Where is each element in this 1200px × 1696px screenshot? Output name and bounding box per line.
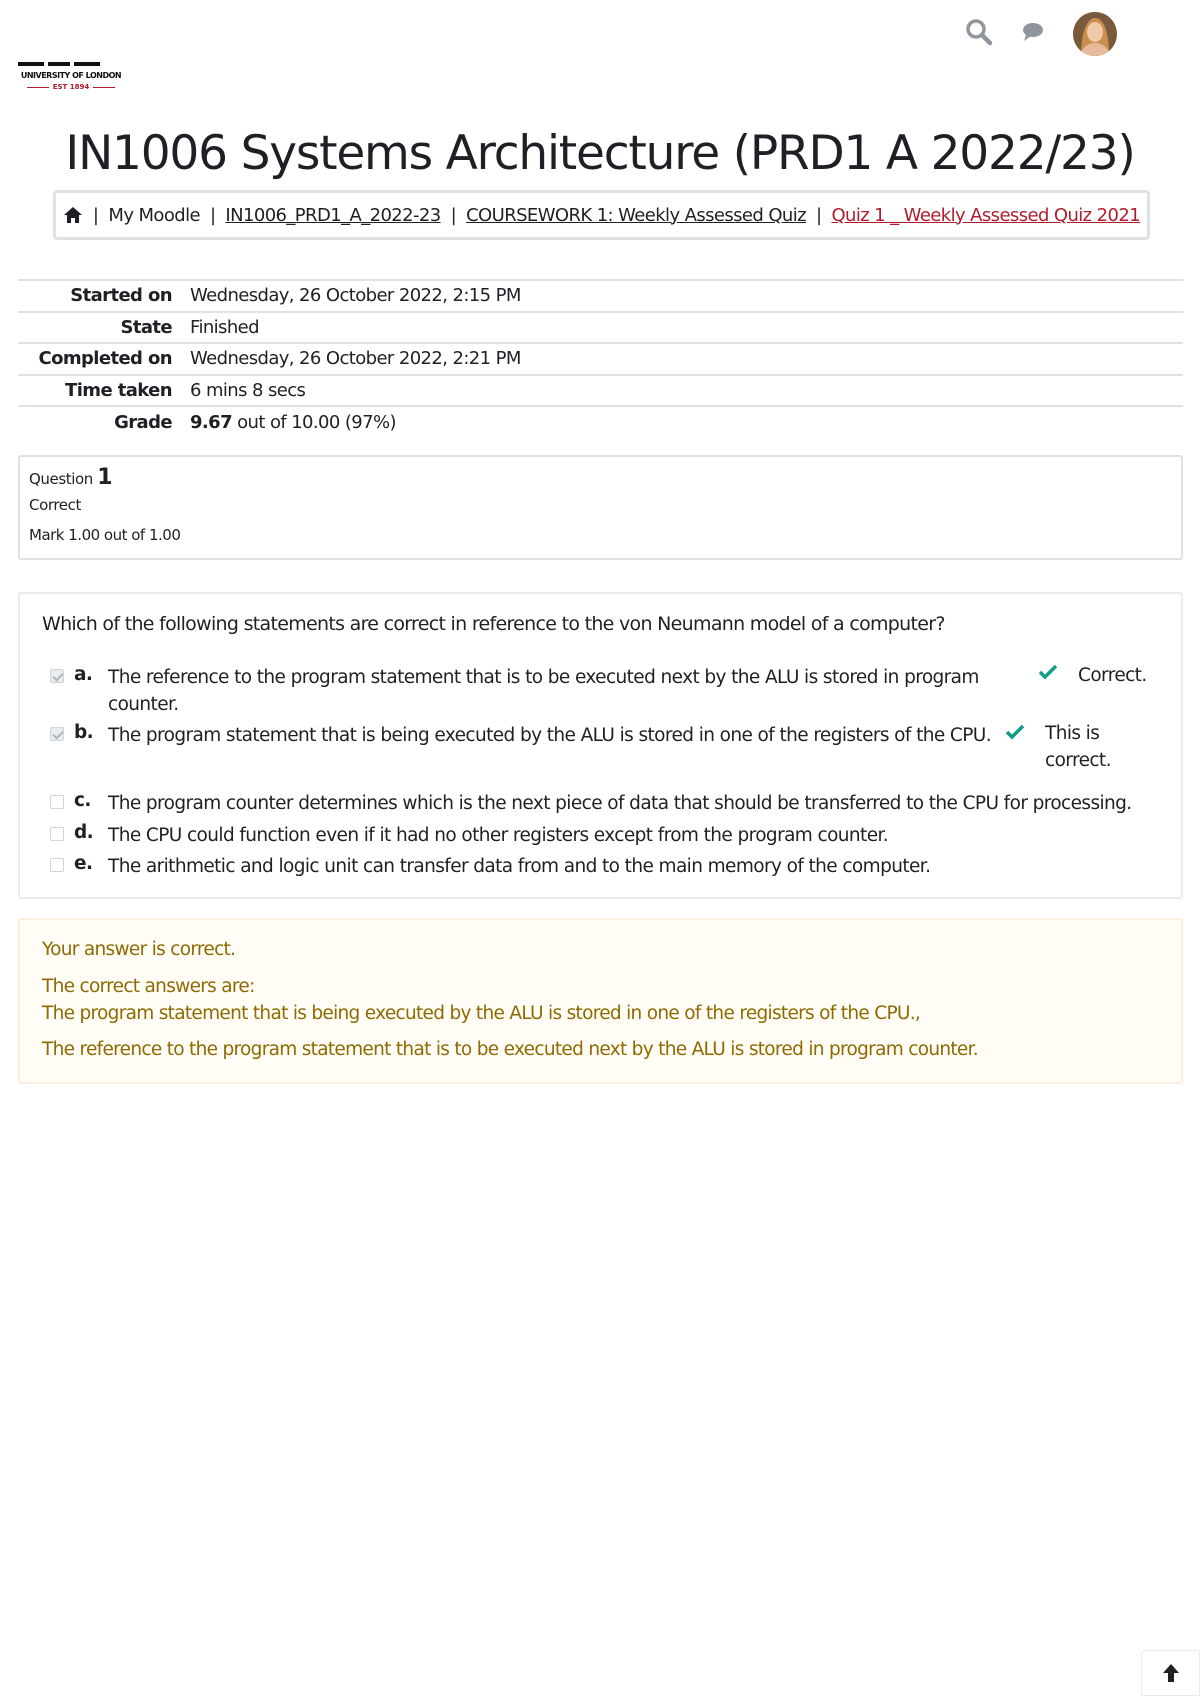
university-logo[interactable] bbox=[18, 62, 124, 96]
answer-letter: a. bbox=[74, 664, 93, 685]
summary-value: Wednesday, 26 October 2022, 2:21 PM bbox=[190, 348, 521, 370]
answer-letter: d. bbox=[74, 822, 94, 843]
summary-row-state bbox=[18, 312, 1183, 344]
answer-text: The program counter determines which is the next piece of data that should be transferred to the CPU for processing. bbox=[108, 793, 1132, 814]
summary-label: Time taken bbox=[65, 380, 172, 402]
answer-checkbox[interactable] bbox=[50, 795, 64, 809]
answer-checkbox[interactable] bbox=[50, 858, 64, 872]
breadcrumb-section[interactable]: COURSEWORK 1: Weekly Assessed Quiz bbox=[466, 204, 806, 226]
question-info bbox=[18, 455, 1183, 560]
grade-score: 9.67 bbox=[190, 412, 233, 434]
question-text: Which of the following statements are correct in reference to the von Neumann model of a computer? bbox=[42, 613, 945, 635]
back-to-top-button[interactable] bbox=[1141, 1650, 1200, 1696]
logo-line1: UNIVERSITY OF LONDON bbox=[20, 71, 122, 80]
attempt-summary-table bbox=[18, 279, 1183, 438]
home-icon[interactable] bbox=[63, 206, 83, 224]
logo-line2: EST 1894 bbox=[18, 83, 124, 91]
summary-label: State bbox=[120, 316, 172, 338]
logo-mark bbox=[18, 62, 124, 70]
summary-row-grade bbox=[18, 406, 1183, 438]
answer-feedback: Correct. bbox=[1078, 665, 1147, 686]
summary-row-completed bbox=[18, 343, 1183, 375]
correct-check-icon bbox=[1006, 724, 1024, 744]
breadcrumb-separator: | bbox=[209, 204, 216, 226]
answer-text: The CPU could function even if it had no other registers except from the program counter. bbox=[108, 825, 889, 846]
question-mark: Mark 1.00 out of 1.00 bbox=[29, 526, 181, 544]
answer-feedback-line: correct. bbox=[1045, 750, 1111, 771]
answer-checkbox[interactable] bbox=[50, 669, 64, 683]
answer-text-line: The reference to the program statement that is to be executed next by the ALU is stored in program bbox=[108, 667, 979, 688]
answer-option-d bbox=[50, 822, 1160, 850]
chat-bubble-icon[interactable] bbox=[1018, 17, 1048, 47]
answer-letter: b. bbox=[74, 722, 94, 743]
right-answer-heading: The correct answers are: bbox=[42, 976, 255, 997]
summary-value: Wednesday, 26 October 2022, 2:15 PM bbox=[190, 285, 521, 307]
user-avatar[interactable] bbox=[1073, 12, 1117, 56]
arrow-up-icon bbox=[1162, 1663, 1180, 1683]
answer-checkbox[interactable] bbox=[50, 727, 64, 741]
breadcrumb-separator: | bbox=[815, 204, 822, 226]
answer-letter: c. bbox=[74, 790, 91, 811]
question-outcome bbox=[18, 918, 1183, 1084]
page-title: IN1006 Systems Architecture (PRD1 A 2022/23) bbox=[65, 126, 1135, 181]
breadcrumb-separator: | bbox=[92, 204, 99, 226]
summary-value: 6 mins 8 secs bbox=[190, 380, 306, 402]
general-feedback: Your answer is correct. bbox=[42, 939, 236, 960]
summary-value: Finished bbox=[190, 316, 259, 338]
answer-option-b bbox=[50, 722, 1160, 776]
summary-label: Started on bbox=[70, 285, 172, 307]
answer-feedback bbox=[1045, 720, 1111, 774]
answer-option-a bbox=[50, 664, 1160, 718]
correct-check-icon bbox=[1039, 664, 1057, 684]
summary-label: Grade bbox=[114, 412, 172, 434]
answer-letter: e. bbox=[74, 853, 93, 874]
breadcrumb-course[interactable]: IN1006_PRD1_A_2022-23 bbox=[225, 204, 441, 226]
answer-feedback-line: This is bbox=[1045, 723, 1100, 744]
answer-option-e bbox=[50, 853, 1160, 881]
breadcrumb-my-moodle[interactable]: My Moodle bbox=[108, 204, 200, 226]
question-number bbox=[29, 465, 1172, 490]
answer-text: The arithmetic and logic unit can transfer data from and to the main memory of the computer. bbox=[108, 856, 931, 877]
answer-text-line: counter. bbox=[108, 694, 179, 715]
search-icon[interactable] bbox=[964, 17, 994, 47]
answer-text: The program statement that is being executed by the ALU is stored in one of the registers of the CPU. bbox=[108, 725, 992, 746]
question-number-value: 1 bbox=[97, 465, 113, 490]
top-navbar bbox=[0, 0, 1200, 70]
summary-value bbox=[190, 406, 1183, 438]
summary-row-started bbox=[18, 280, 1183, 312]
right-answer-2: The reference to the program statement that is to be executed next by the ALU is stored in program counter. bbox=[42, 1039, 978, 1060]
summary-label: Completed on bbox=[38, 348, 172, 370]
breadcrumb-separator: | bbox=[450, 204, 457, 226]
answer-checkbox[interactable] bbox=[50, 827, 64, 841]
right-answer-1: The program statement that is being executed by the ALU is stored in one of the registers of the CPU., bbox=[42, 1003, 921, 1024]
grade-rest: out of 10.00 (97%) bbox=[232, 412, 396, 434]
question-state: Correct bbox=[29, 496, 81, 514]
breadcrumb bbox=[53, 190, 1150, 240]
answer-option-c bbox=[50, 790, 1180, 818]
breadcrumb-quiz[interactable]: Quiz 1 _ Weekly Assessed Quiz 2021 bbox=[831, 204, 1141, 226]
question-label: Question bbox=[29, 470, 93, 488]
summary-row-time bbox=[18, 375, 1183, 407]
question-content bbox=[18, 592, 1183, 899]
answer-text bbox=[108, 664, 979, 718]
